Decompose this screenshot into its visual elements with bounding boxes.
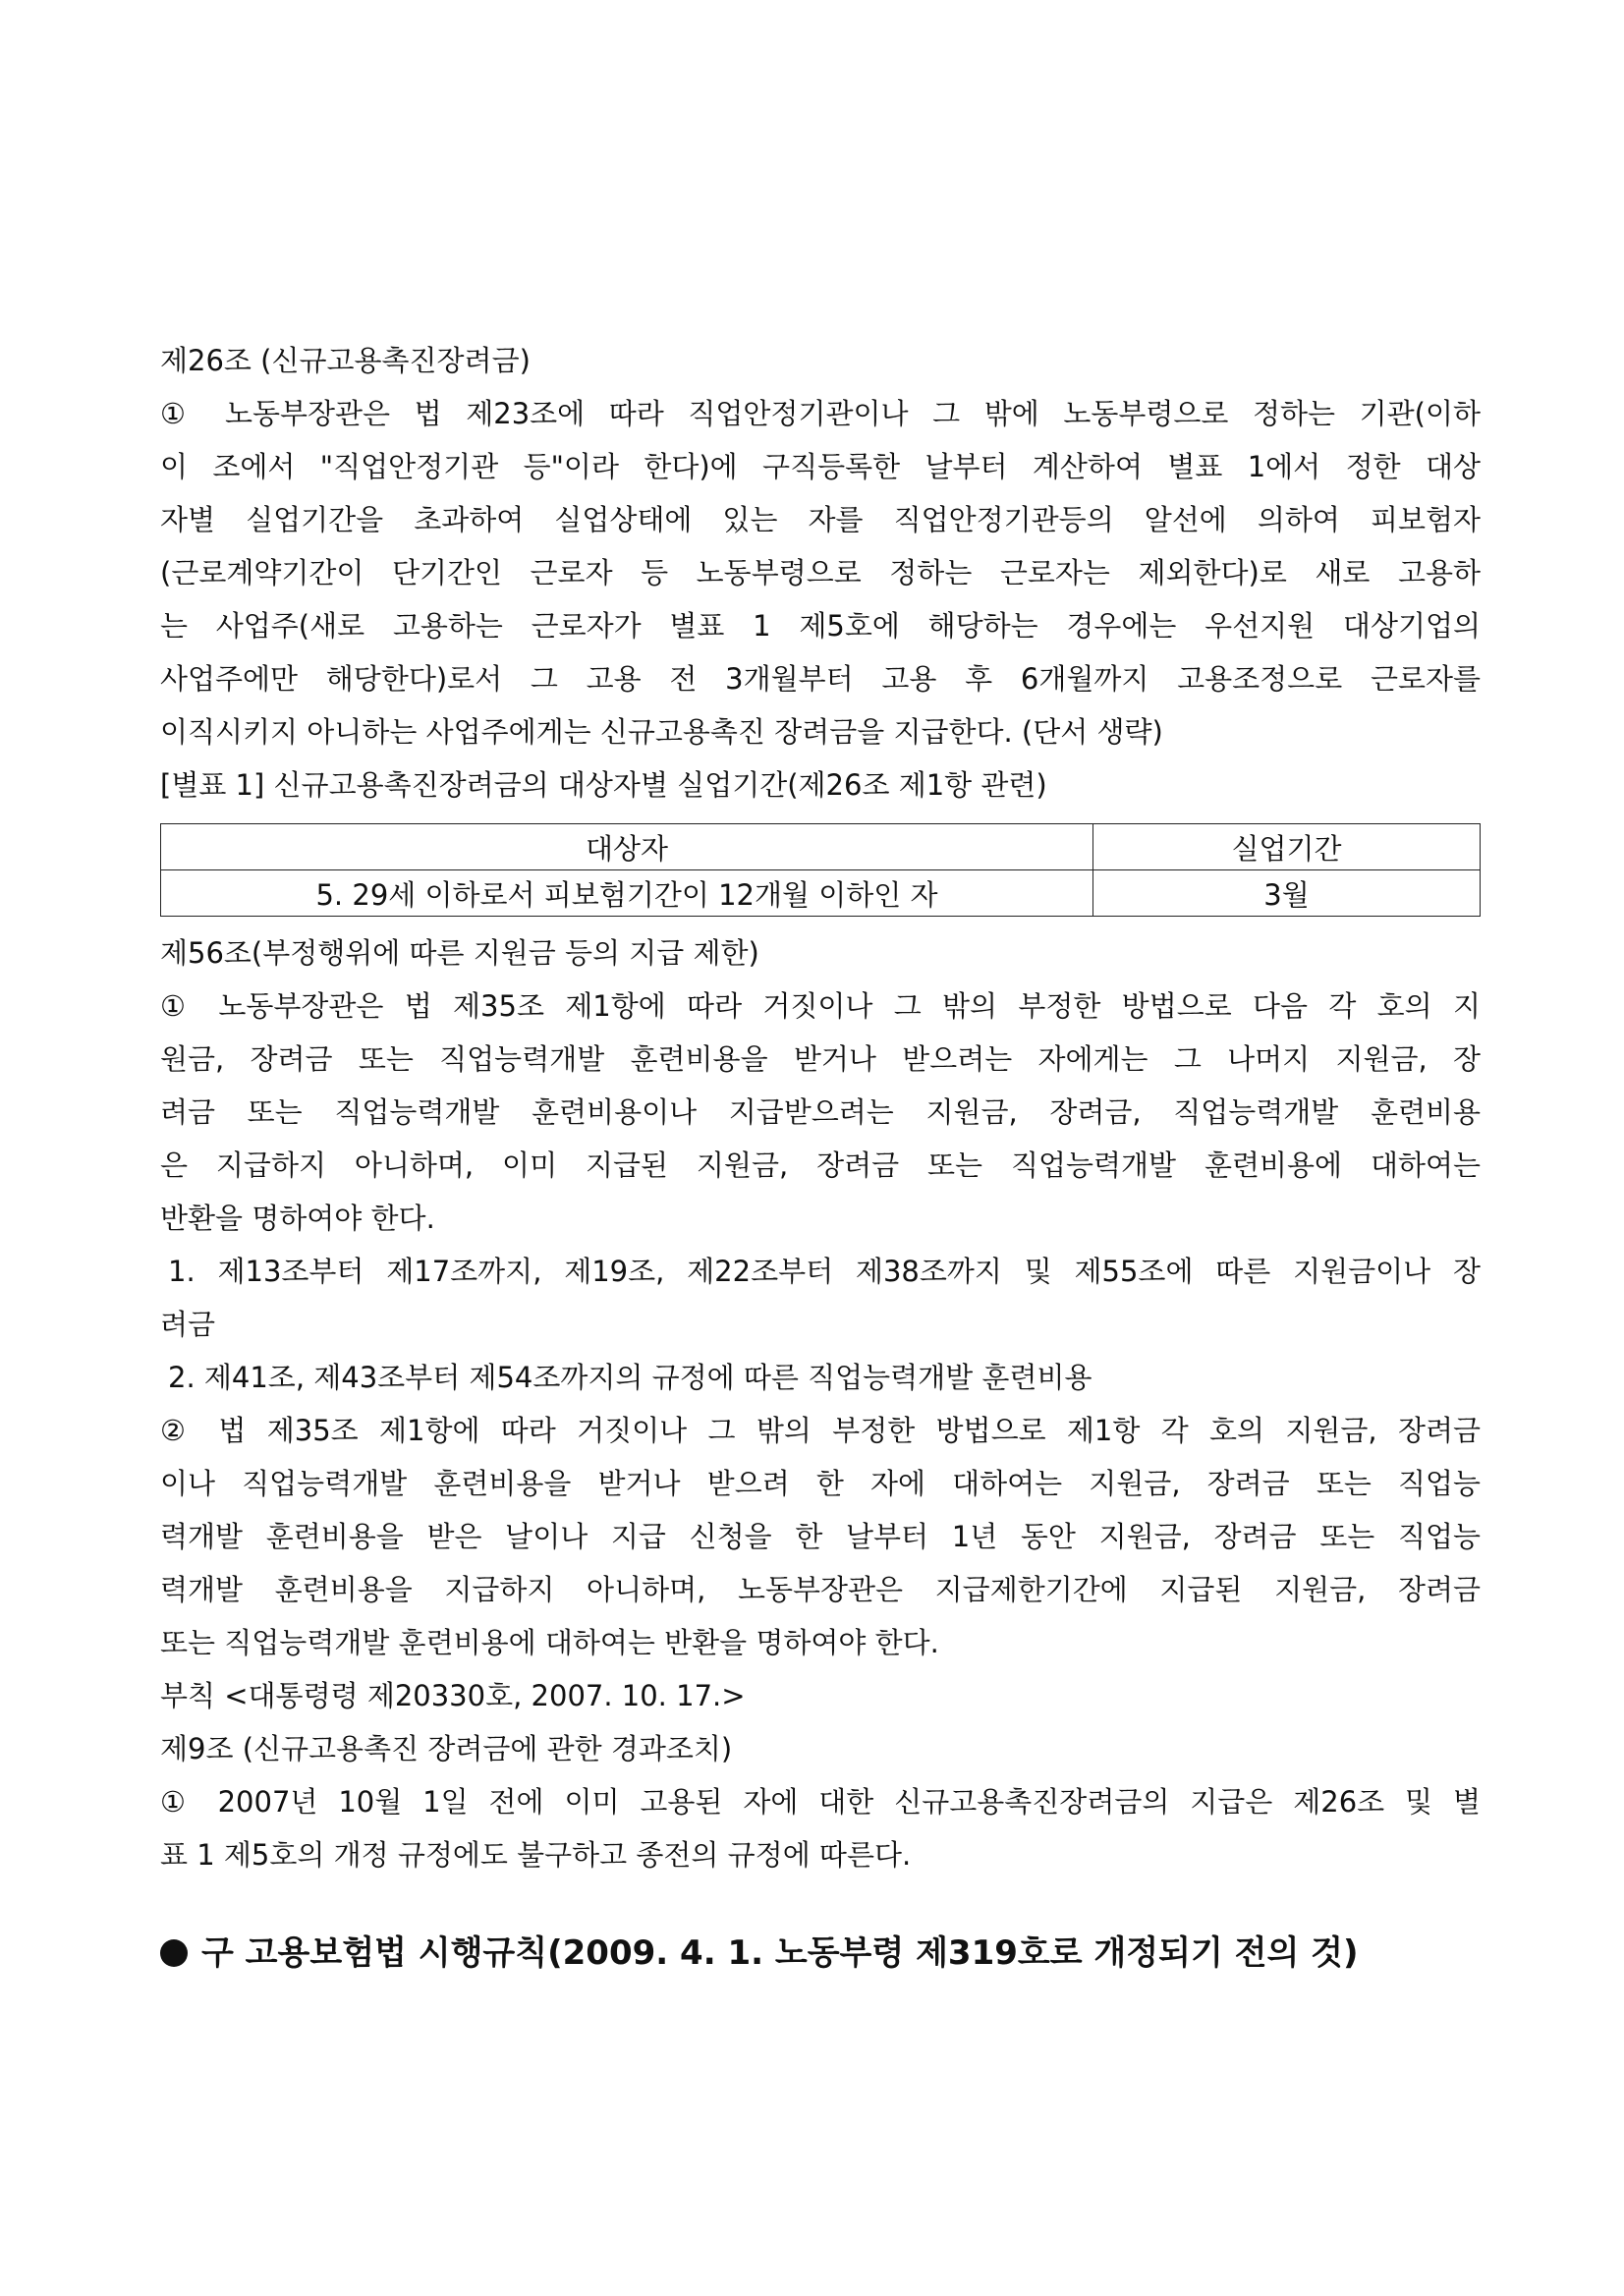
article-56-line: 또는 직업능력개발 훈련비용에 대하여는 반환을 명하여야 한다. [160,1626,939,1659]
article-56-line: ① 노동부장관은 법 제35조 제1항에 따라 거짓이나 그 밖의 부정한 방법으로 다음 각 호의 지 [160,989,1481,1023]
supplement-title: 부칙 <대통령령 제20330호, 2007. 10. 17.> [160,1679,746,1712]
table-caption: [별표 1] 신규고용촉진장려금의 대상자별 실업기간(제26조 제1항 관련) [160,768,1047,802]
article-56-line: ② 법 제35조 제1항에 따라 거짓이나 그 밖의 부정한 방법으로 제1항 각 호의 지원금, 장려금 [160,1414,1481,1447]
table-cell: 3월 [1093,870,1481,917]
article-9-title: 제9조 (신규고용촉진 장려금에 관한 경과조치) [160,1732,733,1765]
article-26-line: 이직시키지 아니하는 사업주에게는 신규고용촉진 장려금을 지급한다. (단서 생략) [160,715,1163,749]
unemployment-period-table [160,823,1481,917]
article-56-item: 2. 제41조, 제43조부터 제54조까지의 규정에 따른 직업능력개발 훈련비용 [168,1361,1092,1394]
article-26-line: 자별 실업기간을 초과하여 실업상태에 있는 자를 직업안정기관등의 알선에 의하여 피보험자 [160,503,1481,536]
table-cell: 5. 29세 이하로서 피보험기간이 12개월 이하인 자 [161,870,1093,917]
article-56-line: 이나 직업능력개발 훈련비용을 받거나 받으려 한 자에 대하여는 지원금, 장려금 또는 직업능 [160,1467,1481,1500]
table-header-cell: 대상자 [161,824,1093,870]
article-56-line: 력개발 훈련비용을 받은 날이나 지급 신청을 한 날부터 1년 동안 지원금, 장려금 또는 직업능 [160,1520,1481,1553]
section-heading-text: 구 고용보험법 시행규칙(2009. 4. 1. 노동부령 제319호로 개정되기 전의 것) [201,1933,1359,1973]
article-9-line: 표 1 제5호의 개정 규정에도 불구하고 종전의 규정에 따른다. [160,1838,912,1872]
article-56-line: 은 지급하지 아니하며, 이미 지급된 지원금, 장려금 또는 직업능력개발 훈련비용에 대하여는 [160,1148,1481,1182]
article-56-title: 제56조(부정행위에 따른 지원금 등의 지급 제한) [160,936,759,970]
table-header-row [161,824,1481,870]
article-56-line: 반환을 명하여야 한다. [160,1202,435,1235]
article-26-line: (근로계약기간이 단기간인 근로자 등 노동부령으로 정하는 근로자는 제외한다)로 새로 고용하 [160,556,1481,589]
article-56-line: 려금 또는 직업능력개발 훈련비용이나 지급받으려는 지원금, 장려금, 직업능력개발 훈련비용 [160,1095,1481,1129]
article-26-line: 사업주에만 해당한다)로서 그 고용 전 3개월부터 고용 후 6개월까지 고용조정으로 근로자를 [160,662,1481,696]
document-body [160,334,1481,1980]
article-56-item: 1. 제13조부터 제17조까지, 제19조, 제22조부터 제38조까지 및 제55조에 따른 지원금이나 장 [168,1255,1481,1288]
table-header-cell: 실업기간 [1093,824,1481,870]
article-56-line: 력개발 훈련비용을 지급하지 아니하며, 노동부장관은 지급제한기간에 지급된 지원금, 장려금 [160,1573,1481,1606]
bullet-icon [160,1939,188,1967]
article-26-line: 이 조에서 "직업안정기관 등"이라 한다)에 구직등록한 날부터 계산하여 별표 1에서 정한 대상 [160,450,1481,483]
article-26-title: 제26조 (신규고용촉진장려금) [160,344,531,377]
article-56-line: 원금, 장려금 또는 직업능력개발 훈련비용을 받거나 받으려는 자에게는 그 나머지 지원금, 장 [160,1042,1481,1076]
article-9-line: ① 2007년 10월 1일 전에 이미 고용된 자에 대한 신규고용촉진장려금의 지급은 제26조 및 별 [160,1785,1481,1819]
section-heading [160,1927,1481,1980]
article-56-item: 려금 [160,1308,216,1341]
article-26-line: 는 사업주(새로 고용하는 근로자가 별표 1 제5호에 해당하는 경우에는 우선지원 대상기업의 [160,609,1481,643]
table-row [161,870,1481,917]
article-26-line: ① 노동부장관은 법 제23조에 따라 직업안정기관이나 그 밖에 노동부령으로 정하는 기관(이하 [160,397,1481,430]
